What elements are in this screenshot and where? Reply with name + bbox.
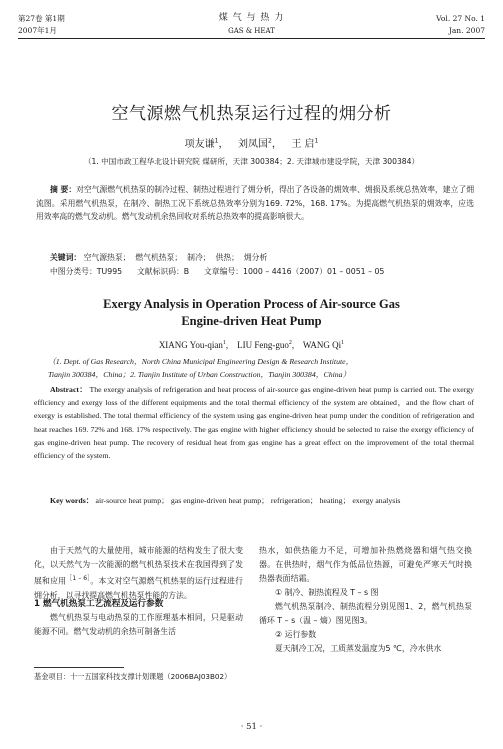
keywords-cn: 关键词： 空气源热泵； 燃气机热泵； 制冷； 供热； 㶲分析 (50, 253, 268, 262)
section-1-heading: 1 燃气机热泵工艺流程及运行参数 (34, 599, 164, 609)
affiliation-cn: （1. 中国市政工程华北设计研究院 煤研所，天津 300384；2. 天津城市建设学院，天津 300384） (83, 157, 420, 166)
keyword-cn-4: 供热； (215, 253, 239, 262)
footnote: 基金项目：十一五国家科技支撑计划课题（2006BAJ03B02） (34, 672, 232, 681)
abstract-cn-text: 对空气源燃气机热泵的制冷过程、制热过程进行了㶲分析，得出了各设备的㶲效率、㶲损及系统总热效率，建立了㶲流图。采用燃气机热泵，在制冷、制热工况下系统总热效率分别为169. 72%，168. 17%。为提高燃气机热泵的㶲效率，应选用效率高的燃气发动机。燃气发动机余热回收对系统总热效率的提高影响很大。 (36, 185, 474, 221)
abstract-cn (36, 183, 474, 224)
classification-cn: 中图分类号：TU995 文献标识码：B 文章编号：1000 – 4416（2007）01 – 0051 – 05 (50, 267, 385, 276)
title-cn: 空气源燃气机热泵运行过程的㶲分析 (111, 104, 392, 124)
subheading-flow: ① 制冷、制热流程及 T – s 图 (275, 588, 379, 597)
keyword-cn-1: 空气源热泵； (83, 253, 131, 262)
header-journal-cn: 煤 气 与 热 力 (218, 13, 285, 23)
abstract-en-label: Abstract： (50, 385, 88, 394)
header-volume-cn: 第27卷 第1期 (18, 14, 65, 23)
header-volume-en: Vol. 27 No. 1 (436, 14, 485, 23)
citation-ref: ［1 – 6］ (66, 575, 91, 582)
header-date-cn: 2007年1月 (18, 26, 57, 35)
body-right-p1: 热水，如供热能力不足，可增加补热燃烧器和烟气热交换器。在供热时，烟气作为低品位热源，可避免严寒天气时换热器表面结霜。 (259, 546, 472, 583)
author-1: 项友谦 (184, 139, 215, 150)
affiliation-en: （1. Dept. of Gas Research，North China Municipal Engineering Design & Research Institute， Tianjin 300384，China；2. Tianjin Institute of Urban Construction，Tianjin 300384，China） (48, 357, 354, 379)
abstract-en-text: The exergy analysis of refrigeration and heat process of air-source gas engine-driven heat pump is carried out. The exergy efficiency and exergy loss of the different equipments and the total thermal efficiency of the system are obtained，and the flow chart of exergy is established. The total thermal efficiency of the system using gas engine-driven heat pump under the condition of refrigeration and heat reaches 169. 72% and 168. 17% respectively. The gas engine with higher efficiency should be selected to raise the exergy efficiency of gas engine-driven heat pump. The recovery of residual heat from gas engine has a great effect on the improvement of the total thermal efficiency of the system. (34, 385, 475, 461)
abstract-en (34, 383, 474, 462)
body-right-p2: 燃气机热泵制冷、制热流程分别见图1、2，燃气机热泵循环 T – s（温 – 熵）图见图3。 (259, 602, 472, 625)
body-left-section1: 燃气机热泵与电动热泵的工作原理基本相同，只是驱动能源不同。燃气发动机的余热可制备生活 (34, 613, 243, 636)
keyword-cn-2: 燃气机热泵； (135, 253, 183, 262)
author-3: 王 启 (291, 139, 315, 150)
document-code: B (183, 267, 190, 276)
body-left-intro: 由于天然气的大量使用，城市能源的结构发生了很大变化，以天然气为一次能源的燃气机热泵技术在我国得到了发展和应用$^{[1 - 6]}$。本文对空气源燃气机热泵的运行过程进行㶲分析，以寻找提高燃气机热泵性能的方法。 (34, 546, 243, 600)
keyword-cn-3: 制冷； (187, 253, 211, 262)
footnote-rule (34, 667, 124, 668)
authors-en: XIANG You-qian$^1$, LIU Feng-guo$^2$, WANG Qi$^1$ (158, 340, 345, 350)
page-number: · 51 · (240, 722, 263, 732)
abstract-cn-label: 摘 要： (50, 185, 77, 194)
subheading-params: ② 运行参数 (275, 630, 317, 639)
clc-number: TU995 (96, 267, 123, 276)
header-journal-en: GAS & HEAT (228, 27, 275, 35)
keywords-en: Key words： air-source heat pump； gas engine-driven heat pump； refrigeration； heating； exergy analysis (50, 496, 401, 505)
title-en: Exergy Analysis in Operation Process of Air-source Gas Engine-driven Heat Pump (103, 297, 400, 328)
header-date-en: Jan. 2007 (448, 26, 485, 35)
article-number: 1000 – 4416（2007）01 – 0051 – 05 (243, 267, 385, 276)
keyword-cn-5: 㶲分析 (243, 253, 268, 262)
authors-cn: 项友谦$^1$， 刘凤国$^2$， 王 启$^1$ (184, 137, 319, 150)
body-right-p3: 夏天制冷工况，工质蒸发温度为5 ℃，冷水供水 (275, 644, 442, 653)
author-2: 刘凤国 (237, 139, 268, 150)
header-rule (18, 38, 485, 39)
